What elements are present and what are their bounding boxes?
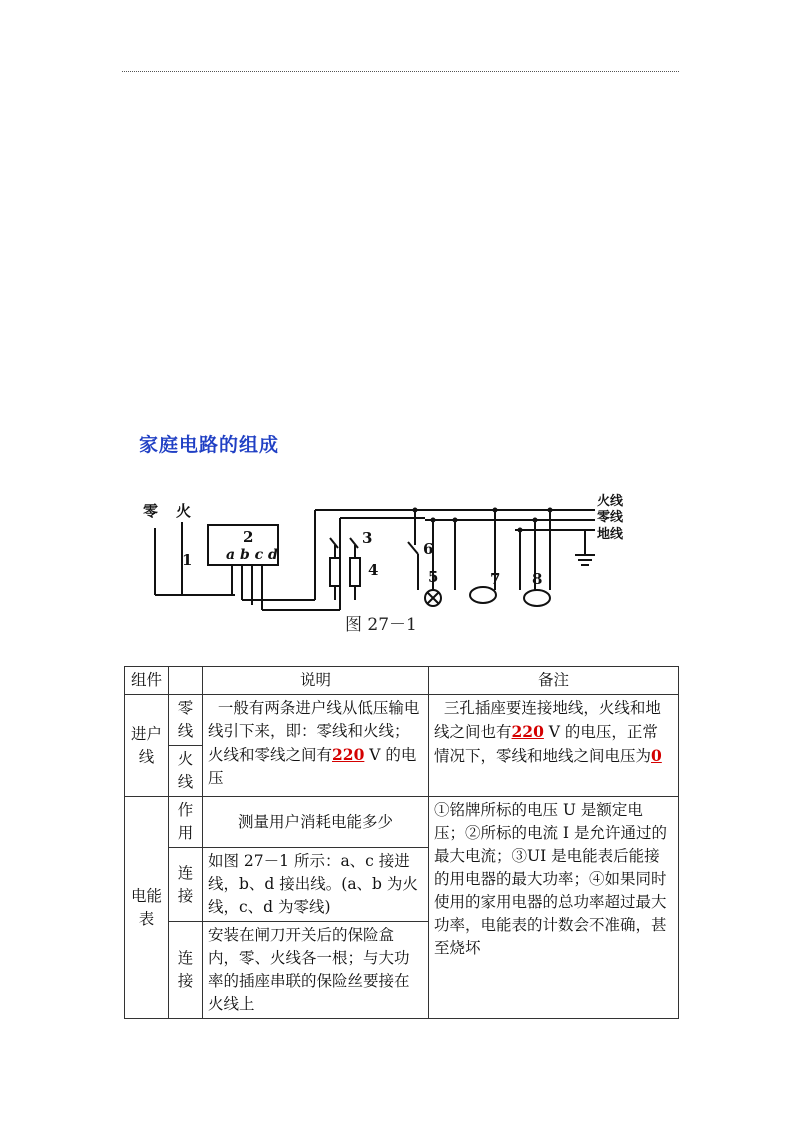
header-blank xyxy=(169,667,203,695)
figure-caption: 图 27－1 xyxy=(345,615,417,635)
label-n2: 2 xyxy=(243,528,254,546)
incoming-remarks xyxy=(429,695,679,797)
label-zero-line: 零线 xyxy=(597,510,624,525)
meter-function-description: 测量用户消耗电能多少 xyxy=(203,797,429,848)
row-incoming-label: 进户线 xyxy=(125,695,169,797)
sub-zero: 零线 xyxy=(169,695,203,746)
label-n3: 3 xyxy=(362,529,373,547)
table-row xyxy=(125,695,679,746)
section-title: 家庭电路的组成 xyxy=(139,434,280,456)
incoming-remark-value1: 220 xyxy=(511,722,544,741)
incoming-remark-value2: 0 xyxy=(651,746,662,765)
header-remarks: 备注 xyxy=(429,667,679,695)
incoming-remark-text: 三孔插座要连接地线，火线和地线之间也有 xyxy=(434,699,661,741)
label-n7: 7 xyxy=(490,570,501,588)
components-table xyxy=(124,666,679,1019)
header-description: 说明 xyxy=(203,667,429,695)
label-n8: 8 xyxy=(532,570,543,588)
label-n4: 4 xyxy=(368,561,379,579)
meter-connect-description-1: 如图 27－1 所示：a、c 接进线，b、d 接出线。(a、b 为火线，c、d 为零线) xyxy=(203,848,429,922)
header-rule xyxy=(122,71,679,72)
sub-connect-2: 连接 xyxy=(169,922,203,1019)
sub-fire: 火线 xyxy=(169,746,203,797)
label-abcd: a b c d xyxy=(226,547,278,563)
label-ground-line: 地线 xyxy=(597,527,624,542)
table-row xyxy=(125,797,679,848)
incoming-desc-text: 一般有两条进户线从低压输电线引下来，即：零线和火线；火线和零线之间有 xyxy=(208,699,420,764)
table-header-row xyxy=(125,667,679,695)
meter-connect-description-2: 安装在闸刀开关后的保险盒内，零、火线各一根；与大功率的插座串联的保险丝要接在火线上 xyxy=(203,922,429,1019)
label-fire-line: 火线 xyxy=(597,494,624,509)
incoming-desc-value: 220 xyxy=(332,745,365,764)
label-n5: 5 xyxy=(428,568,439,586)
incoming-desc-tail: V 的电压 xyxy=(208,746,417,787)
row-meter-label: 电能表 xyxy=(125,797,169,1019)
incoming-description xyxy=(203,695,429,797)
label-zero: 零 xyxy=(143,502,159,520)
incoming-remark-middle: V 的电压，正常情况下，零线和地线之间电压为 xyxy=(434,723,658,765)
label-n6: 6 xyxy=(423,540,434,558)
sub-function: 作用 xyxy=(169,797,203,848)
label-n1: 1 xyxy=(182,551,193,569)
meter-remarks: ①铭牌所标的电压 U 是额定电压；②所标的电流 I 是允许通过的最大电流；③UI 是电能表后能接的用电器的最大功率；④如果同时使用的家用电器的总功率超过最大功率，电能表的计数会不准确，甚至烧坏 xyxy=(429,797,679,1019)
label-fire: 火 xyxy=(176,502,192,520)
header-component: 组件 xyxy=(125,667,169,695)
sub-connect-1: 连接 xyxy=(169,848,203,922)
